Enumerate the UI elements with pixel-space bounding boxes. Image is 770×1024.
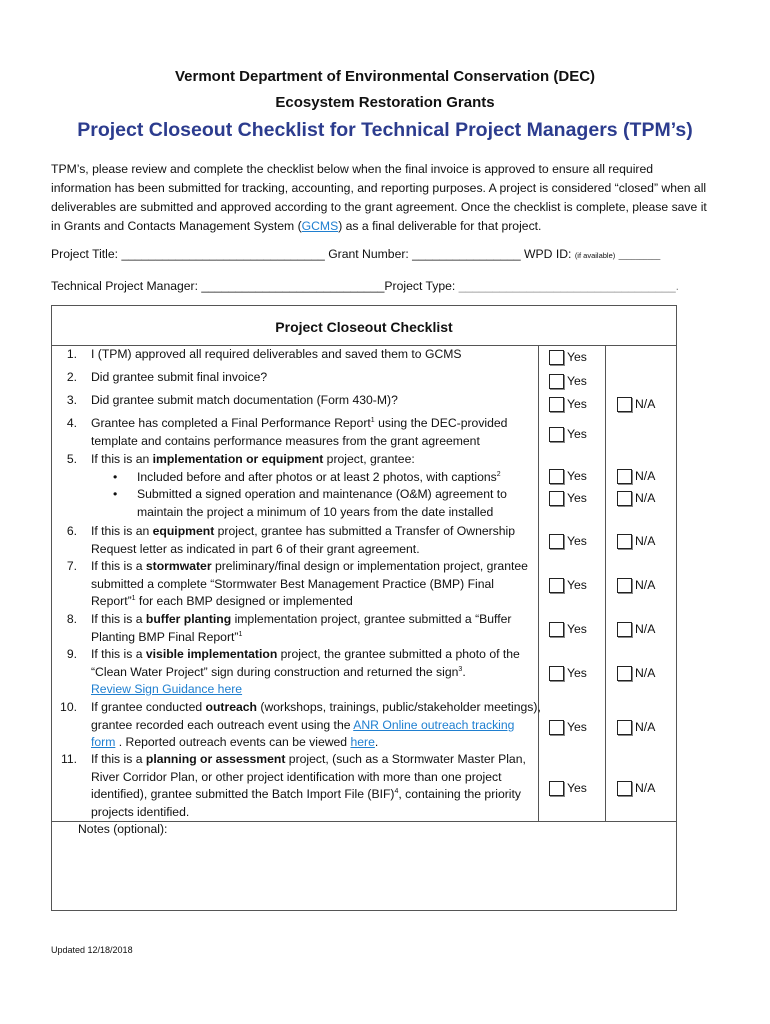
row-number: 11. bbox=[60, 752, 77, 766]
row-number: 2. bbox=[66, 370, 77, 384]
checkbox-icon bbox=[617, 720, 632, 735]
row-text: If this is an equipment project, grantee has submitted a Transfer of Ownership Request letter as indicated in part 6 of their grant agreement. bbox=[91, 524, 516, 556]
row5b-yes-checkbox[interactable]: Yes bbox=[549, 490, 587, 506]
row-text: If grantee conducted outreach (workshops, trainings, public/stakeholder meetings), grantee recorded each outreach event using the ANR Online outreach tracking form . Reported outreach events can be viewed here. bbox=[91, 700, 541, 750]
program-name: Ecosystem Restoration Grants bbox=[275, 94, 495, 111]
project-title-field[interactable]: Project Title: ______________________________ bbox=[51, 247, 325, 261]
intro-text-1: TPM’s, please review and complete the checklist below when the final invoice is approved to ensure all required information has been submitted for tracking, accounting, and reporting purposes. A project is considered “closed” when all deliverables are submitted and approved according to the grant agreement. Once the checklist is complete, please save it in Grants and Contacts Management System ( bbox=[51, 162, 707, 233]
row5a-na-checkbox[interactable]: N/A bbox=[617, 468, 655, 484]
row-text: If this is a visible implementation project, the grantee submitted a photo of the “Clean Water Project” sign during construction and returned the sign$^3$. Review Sign Guidance here bbox=[91, 647, 520, 697]
tpm-field[interactable]: Technical Project Manager: ___________________________ bbox=[51, 279, 385, 293]
row6-yes-checkbox[interactable]: Yes bbox=[549, 533, 587, 549]
checklist-heading: Project Closeout Checklist bbox=[52, 306, 676, 346]
row-number: 8. bbox=[66, 612, 77, 626]
wpd-id-note: (if available) bbox=[574, 251, 616, 260]
outreach-view-link[interactable]: here bbox=[350, 735, 375, 750]
row10-yes-checkbox[interactable]: Yes bbox=[549, 719, 587, 735]
checkbox-icon bbox=[549, 534, 564, 549]
checkbox-icon bbox=[549, 374, 564, 389]
bullet-item: • Included before and after photos or at least 2 photos, with captions$^2$ bbox=[91, 469, 541, 487]
row-number: 5. bbox=[66, 452, 77, 466]
row7-yes-checkbox[interactable]: Yes bbox=[549, 577, 587, 593]
wpd-id-label: WPD ID: bbox=[524, 247, 572, 261]
checkbox-icon bbox=[549, 622, 564, 637]
agency-name: Vermont Department of Environmental Conservation (DEC) bbox=[174, 68, 596, 85]
intro-text-2: ) as a final deliverable for that project. bbox=[338, 219, 542, 233]
sign-guidance-link[interactable]: Review Sign Guidance here bbox=[91, 682, 243, 697]
row2-yes-checkbox[interactable]: Yes bbox=[549, 373, 587, 389]
row5a-yes-checkbox[interactable]: Yes bbox=[549, 468, 587, 484]
tpm-info-line bbox=[51, 278, 679, 294]
row-text: If this is a buffer planting implementation project, grantee submitted a “Buffer Planting BMP Final Report”$^1$ bbox=[91, 612, 512, 644]
bullet-item: • Submitted a signed operation and maintenance (O&M) agreement to maintain the project a minimum of 10 years from the date installed bbox=[91, 486, 541, 521]
row10-na-checkbox[interactable]: N/A bbox=[617, 719, 655, 735]
row3-yes-checkbox[interactable]: Yes bbox=[549, 396, 587, 412]
project-type-label: Project Type: bbox=[384, 279, 456, 293]
checkbox-icon bbox=[617, 666, 632, 681]
row3-na-checkbox[interactable]: N/A bbox=[617, 396, 655, 412]
row-text: I (TPM) approved all required deliverables and saved them to GCMS bbox=[91, 347, 462, 361]
checkbox-icon bbox=[617, 534, 632, 549]
col-divider-na bbox=[605, 345, 606, 821]
checkbox-icon bbox=[549, 469, 564, 484]
row8-yes-checkbox[interactable]: Yes bbox=[549, 621, 587, 637]
row6-na-checkbox[interactable]: N/A bbox=[617, 533, 655, 549]
checkbox-icon bbox=[549, 720, 564, 735]
checkbox-icon bbox=[549, 781, 564, 796]
row-text: If this is an implementation or equipment project, grantee: • Included before and after photos or at least 2 photos, with captions$^2$ • Submitted a signed operation and maintenance (O&M) agreement to maintain the project a minimum of 10 years from the date installed bbox=[91, 451, 541, 521]
row-text: Did grantee submit final invoice? bbox=[91, 370, 268, 384]
project-type-field[interactable]: ________________________________. bbox=[458, 279, 679, 293]
checkbox-icon bbox=[617, 781, 632, 796]
notes-area[interactable] bbox=[60, 842, 666, 902]
row-text: Grantee has completed a Final Performance Report$^1$ using the DEC-provided template and contains performance measures from the grant agreement bbox=[91, 416, 508, 448]
checkbox-icon bbox=[549, 427, 564, 442]
row-text: If this is a stormwater preliminary/final design or implementation project, grantee submitted a complete “Stormwater Best Management Practice (BMP) Final Report”$^1$ for each BMP designed or implemented bbox=[91, 559, 528, 609]
checkbox-icon bbox=[549, 578, 564, 593]
row-text: Did grantee submit match documentation (Form 430-M)? bbox=[91, 393, 398, 407]
updated-date: Updated 12/18/2018 bbox=[51, 945, 133, 955]
row11-na-checkbox[interactable]: N/A bbox=[617, 780, 655, 796]
row-number: 4. bbox=[66, 416, 77, 430]
row-number: 1. bbox=[66, 347, 77, 361]
row9-yes-checkbox[interactable]: Yes bbox=[549, 665, 587, 681]
grant-number-field[interactable]: Grant Number: ________________ bbox=[328, 247, 521, 261]
checkbox-icon bbox=[617, 622, 632, 637]
row8-na-checkbox[interactable]: N/A bbox=[617, 621, 655, 637]
row-number: 10. bbox=[60, 700, 77, 714]
row4-yes-checkbox[interactable]: Yes bbox=[549, 426, 587, 442]
row7-na-checkbox[interactable]: N/A bbox=[617, 577, 655, 593]
page-title: Project Closeout Checklist for Technical Project Managers (TPM’s) bbox=[77, 119, 693, 141]
checkbox-icon bbox=[617, 578, 632, 593]
row5b-na-checkbox[interactable]: N/A bbox=[617, 490, 655, 506]
wpd-id-field[interactable]: __________ bbox=[618, 251, 661, 260]
row-number: 6. bbox=[66, 524, 77, 538]
checkbox-icon bbox=[549, 491, 564, 506]
row1-yes-checkbox[interactable]: Yes bbox=[549, 349, 587, 365]
checkbox-icon bbox=[617, 491, 632, 506]
checkbox-icon bbox=[549, 350, 564, 365]
gcms-link[interactable]: GCMS bbox=[301, 219, 339, 233]
checkbox-icon bbox=[549, 666, 564, 681]
row-text: If this is a planning or assessment project, (such as a Stormwater Master Plan, River Corridor Plan, or other project identification with more than one project identified), grantee submitted the Batch Import File (BIF)$^4$, containing the priority projects identified. bbox=[91, 752, 526, 819]
checkbox-icon bbox=[617, 469, 632, 484]
row9-na-checkbox[interactable]: N/A bbox=[617, 665, 655, 681]
notes-label: Notes (optional): bbox=[78, 822, 168, 836]
project-info-line bbox=[51, 246, 660, 264]
checkbox-icon bbox=[549, 397, 564, 412]
row-number: 3. bbox=[66, 393, 77, 407]
checkbox-icon bbox=[617, 397, 632, 412]
intro-paragraph bbox=[51, 160, 716, 236]
row11-yes-checkbox[interactable]: Yes bbox=[549, 780, 587, 796]
outreach-form-link[interactable]: ANR Online outreach tracking form bbox=[91, 717, 515, 750]
row-number: 7. bbox=[66, 559, 77, 573]
row-number: 9. bbox=[66, 647, 77, 661]
